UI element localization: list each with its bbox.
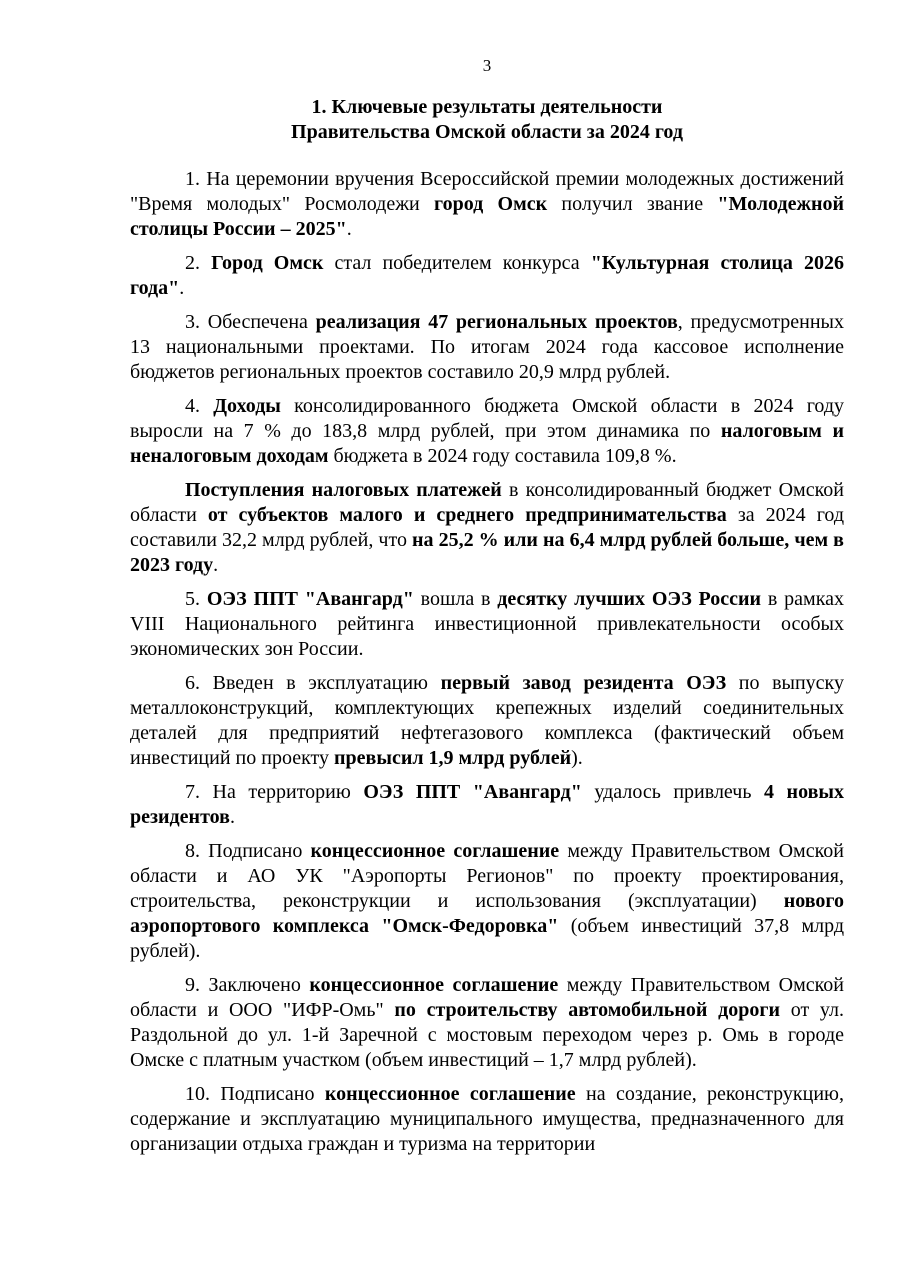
bold-text: по строительству автомобильной дороги [394, 999, 780, 1021]
paragraph [130, 310, 844, 385]
bold-text: концессионное соглашение [309, 974, 559, 996]
bold-text: концессионное соглашение [310, 840, 560, 862]
text-run: ). [571, 747, 583, 769]
text-run: , предусмотренных 13 национальными проектами. По итогам 2024 года кассовое исполнение бюджетов региональных проектов составило 20,9 млрд рублей. [130, 311, 844, 383]
bold-text: город Омск [434, 193, 548, 215]
text-run: получил звание [547, 193, 718, 215]
text-run: вошла в [413, 588, 498, 610]
paragraph [130, 167, 844, 242]
text-run: 4. [185, 395, 214, 417]
paragraph [130, 1082, 844, 1157]
paragraph [130, 251, 844, 301]
bold-text: налоговым и неналоговым доходам [130, 420, 845, 467]
heading-line-2: Правительства Омской области за 2024 год [291, 121, 683, 143]
document-body [130, 167, 844, 1166]
bold-text: первый завод резидента ОЭЗ [440, 672, 727, 694]
bold-text: концессионное соглашение [324, 1083, 576, 1105]
text-run: консолидированного бюджета Омской области в 2024 году выросли на 7 % до 183,8 млрд рублей, при этом динамика по [130, 395, 845, 442]
bold-text: нового аэропортового комплекса "Омск-Федоровка" [130, 890, 844, 937]
text-run: 9. Заключено [185, 974, 310, 996]
paragraph [130, 671, 844, 771]
paragraph [130, 780, 844, 830]
text-run: (объем инвестиций 37,8 млрд рублей). [130, 915, 844, 962]
page-number: 3 [482, 56, 492, 75]
text-run: 8. Подписано [185, 840, 311, 862]
paragraph [130, 394, 844, 469]
text-run: от ул. Раздольной до ул. 1-й Заречной с мостовым переходом через р. Омь в городе Омске с платным участком (объем инвестиций – 1,7 млрд рублей). [130, 999, 844, 1071]
bold-text: от субъектов малого и среднего предпринимательства [207, 504, 727, 526]
text-run: за 2024 год составили 32,2 млрд рублей, что [130, 504, 844, 551]
text-run: на создание, реконструкцию, содержание и эксплуатацию муниципального имущества, предназначенного для организации отдыха граждан и туризма на территории [130, 1083, 844, 1155]
text-run: 6. Введен в эксплуатацию [185, 672, 441, 694]
text-run: между Правительством Омской области и АО УК "Аэропорты Регионов" по проекту проектирования, строительства, реконструкции и использования (эксплуатации) [130, 840, 844, 912]
text-run: 10. Подписано [185, 1083, 325, 1105]
bold-text: Поступления налоговых платежей [185, 479, 502, 501]
text-run: в консолидированный бюджет Омской области [130, 479, 844, 526]
bold-text: Доходы [213, 395, 281, 417]
text-run: бюджета в 2024 году составила 109,8 %. [328, 445, 677, 467]
text-run: . [229, 806, 235, 828]
text-run: 5. [185, 588, 207, 610]
text-run: 7. На территорию [185, 781, 364, 803]
text-run: стал победителем конкурса [323, 252, 591, 274]
bold-text: "Молодежной столицы России – 2025" [130, 193, 844, 240]
text-run: . [213, 554, 219, 576]
text-run: . [346, 218, 352, 240]
bold-text: на 25,2 % или на 6,4 млрд рублей больше, чем в 2023 году [130, 529, 844, 576]
text-run: по выпуску металлоконструкций, комплектующих крепежных изделий соединительных деталей для предприятий нефтегазового комплекса (фактический объем инвестиций по проекту [130, 672, 844, 769]
bold-text: 4 новых резидентов [130, 781, 844, 828]
text-run: между Правительством Омской области и ООО "ИФР-Омь" [130, 974, 845, 1021]
bold-text: ОЭЗ ППТ "Авангард" [206, 588, 414, 610]
section-heading [130, 95, 844, 145]
paragraph [130, 839, 844, 964]
bold-text: превысил 1,9 млрд рублей [334, 747, 572, 769]
paragraph [130, 478, 844, 578]
bold-text: реализация 47 региональных проектов [315, 311, 678, 333]
paragraph [130, 587, 844, 662]
text-run: удалось привлечь [581, 781, 765, 803]
bold-text: "Культурная столица 2026 года" [130, 252, 844, 299]
paragraph [130, 973, 844, 1073]
text-run: 3. Обеспечена [185, 311, 316, 333]
bold-text: десятку лучших ОЭЗ России [497, 588, 762, 610]
text-run: 2. [185, 252, 212, 274]
text-run: 1. На церемонии вручения Всероссийской премии молодежных достижений "Время молодых" Росмолодежи [130, 168, 844, 215]
bold-text: ОЭЗ ППТ "Авангард" [363, 781, 582, 803]
text-run: . [179, 277, 185, 299]
heading-line-1: 1. Ключевые результаты деятельности [311, 96, 663, 118]
text-run: в рамках VIII Национального рейтинга инвестиционной привлекательности особых экономических зон России. [130, 588, 844, 660]
bold-text: Город Омск [211, 252, 324, 274]
